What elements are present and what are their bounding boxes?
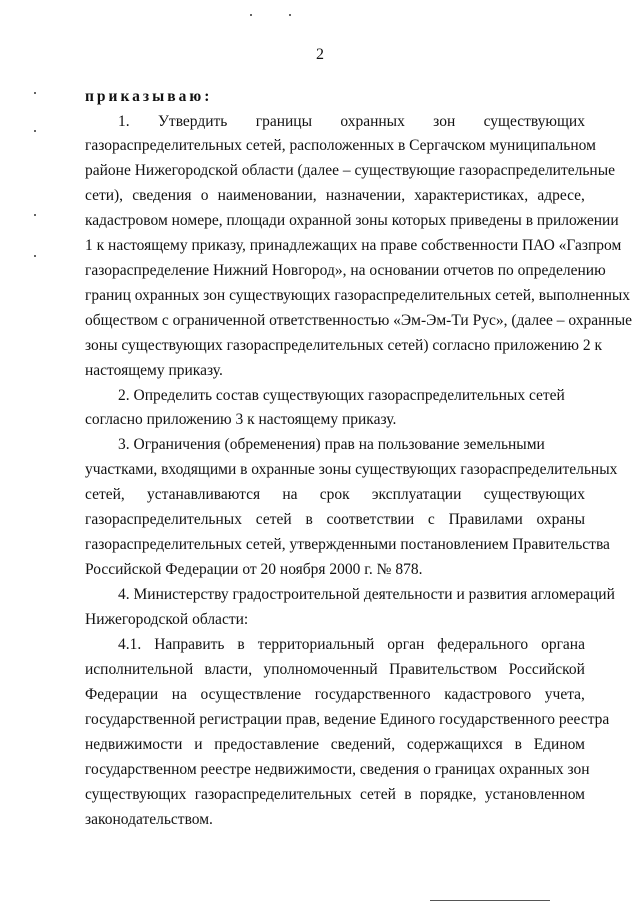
p3-line-3: сетей, устанавливаются на срок эксплуатации существующих <box>85 486 585 503</box>
scan-speck <box>250 14 252 16</box>
scan-speck <box>34 130 36 132</box>
p41-line-6: государственном реестре недвижимости, сведения о границах охранных зон <box>85 761 590 778</box>
p4-line-2: Нижегородской области: <box>85 611 249 628</box>
page-number: 2 <box>316 46 324 63</box>
p1-line-1: 1. Утвердить границы охранных зон существующих <box>118 113 585 130</box>
p3-line-1: 3. Ограничения (обременения) прав на пользование земельными <box>118 436 545 453</box>
scan-speck <box>34 92 36 94</box>
p1-line-4: сети), сведения о наименовании, назначении, характеристиках, адресе, <box>85 187 585 204</box>
order-heading: приказываю: <box>85 88 213 105</box>
p2-line-1: 2. Определить состав существующих газораспределительных сетей <box>118 387 565 404</box>
p1-line-5: кадастровом номере, площади охранной зоны которых приведены в приложении <box>85 212 619 229</box>
p41-line-5: недвижимости и предоставление сведений, содержащихся в Едином <box>85 736 585 753</box>
p41-line-8: законодательством. <box>85 811 213 828</box>
p3-line-5: газораспределительных сетей, утвержденными постановлением Правительства <box>85 536 610 553</box>
p1-line-9: обществом с ограниченной ответственностью «Эм-Эм-Ти Рус», (далее – охранные <box>85 312 633 329</box>
p41-line-2: исполнительной власти, уполномоченный Правительством Российской <box>85 661 585 678</box>
p1-line-11: настоящему приказу. <box>85 362 223 379</box>
p2-line-2: согласно приложению 3 к настоящему приказу. <box>85 411 397 428</box>
p41-line-1: 4.1. Направить в территориальный орган федерального органа <box>118 636 585 653</box>
p1-line-6: 1 к настоящему приказу, принадлежащих на праве собственности ПАО «Газпром <box>85 237 622 254</box>
p41-line-7: существующих газораспределительных сетей в порядке, установленном <box>85 786 585 803</box>
scan-speck <box>34 255 36 257</box>
p1-line-8: границ охранных зон существующих газораспределительных сетей, выполненных <box>85 287 631 304</box>
p1-line-7: газораспределение Нижний Новгород», на основании отчетов по определению <box>85 262 606 279</box>
scan-edge-line <box>430 900 550 901</box>
p4-line-1: 4. Министерству градостроительной деятельности и развития агломераций <box>118 586 615 603</box>
p1-line-3: районе Нижегородской области (далее – существующие газораспределительные <box>85 162 616 179</box>
p3-line-4: газораспределительных сетей в соответствии с Правилами охраны <box>85 511 585 528</box>
scan-speck <box>34 214 36 216</box>
scan-speck <box>289 14 291 16</box>
p3-line-2: участками, входящими в охранные зоны существующих газораспределительных <box>85 461 618 478</box>
p3-line-6: Российской Федерации от 20 ноября 2000 г. № 878. <box>85 561 423 578</box>
p1-line-2: газораспределительных сетей, расположенных в Сергачском муниципальном <box>85 137 596 154</box>
p41-line-4: государственной регистрации прав, ведение Единого государственного реестра <box>85 711 610 728</box>
p41-line-3: Федерации на осуществление государственного кадастрового учета, <box>85 686 585 703</box>
p1-line-10: зоны существующих газораспределительных сетей) согласно приложению 2 к <box>85 337 603 354</box>
